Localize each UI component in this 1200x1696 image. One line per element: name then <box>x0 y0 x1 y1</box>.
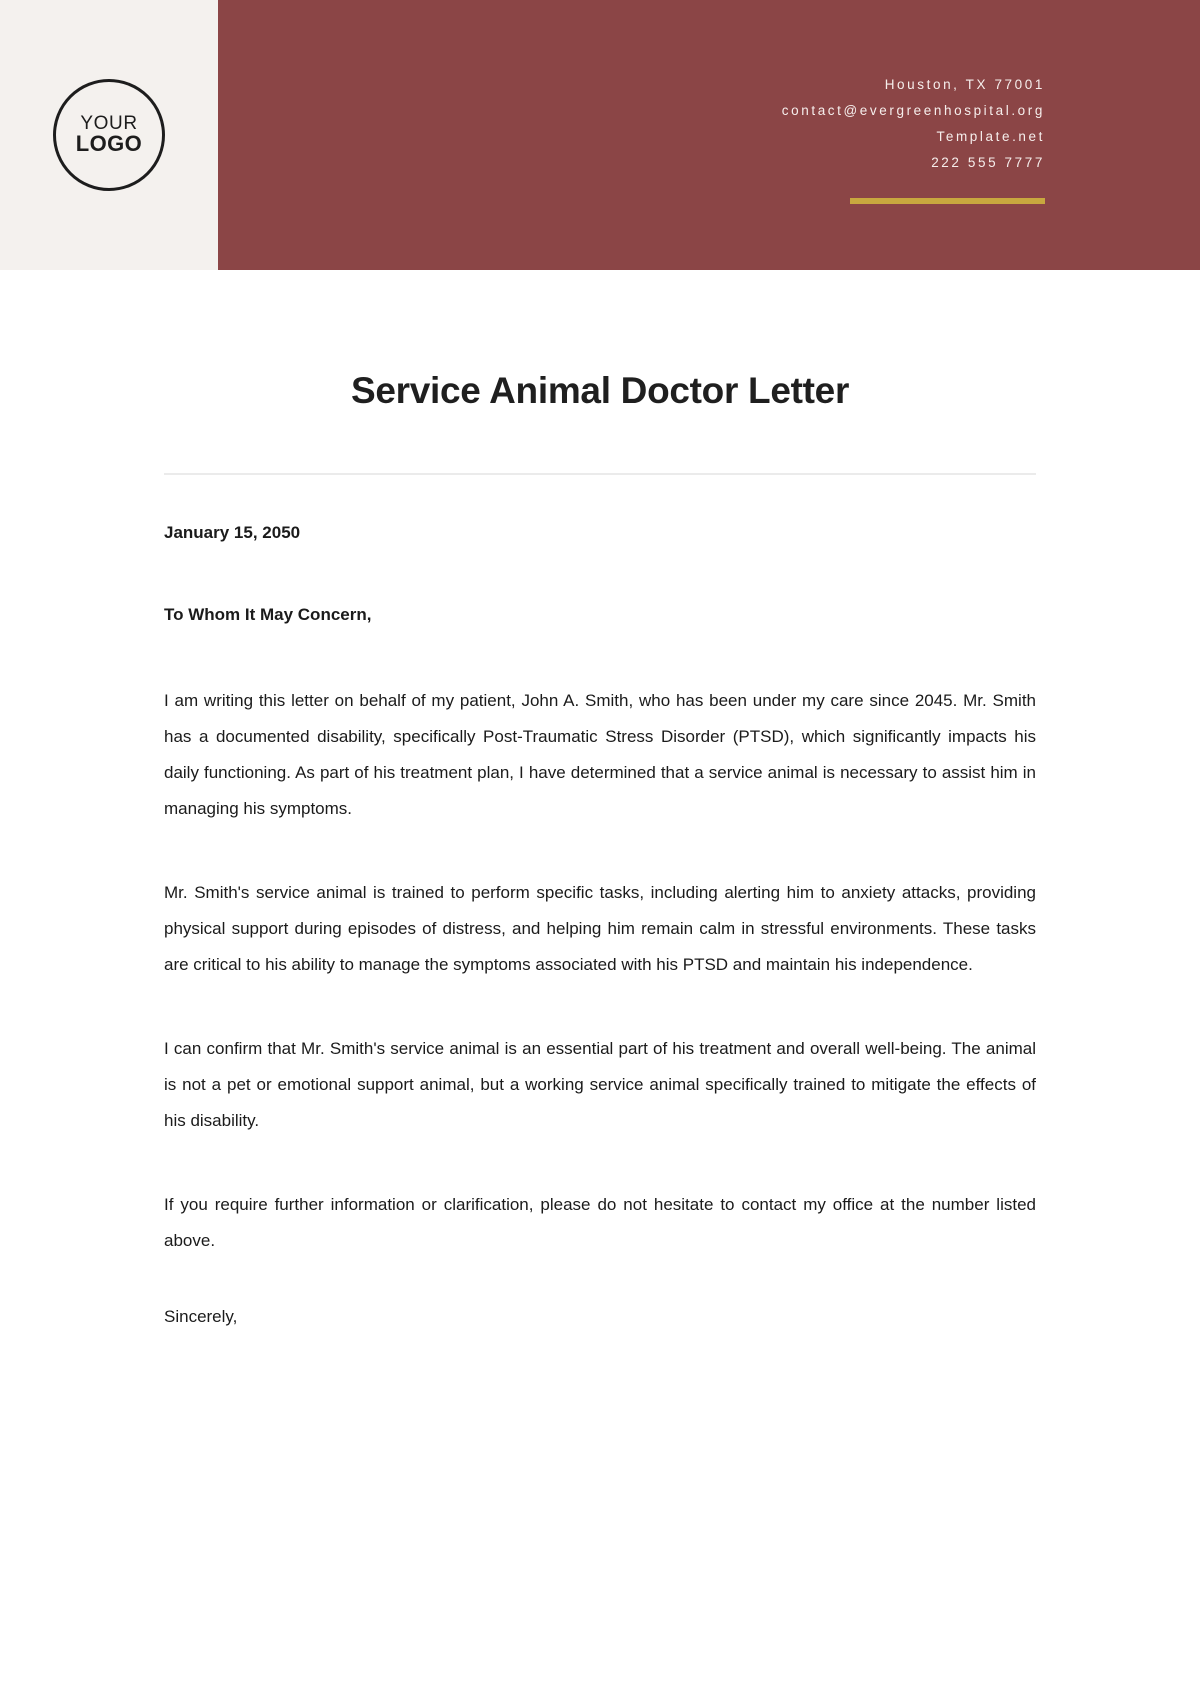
header-contact-panel <box>236 0 1200 270</box>
logo-line-2: LOGO <box>75 131 143 157</box>
letter-salutation: To Whom It May Concern, <box>164 605 372 624</box>
logo-panel <box>0 0 218 270</box>
letter-paragraph: I can confirm that Mr. Smith's service animal is an essential part of his treatment and overall well-being. The animal is not a pet or emotional support animal, but a working service animal specifically trained to mitigate the effects of his disability. <box>164 1039 1036 1130</box>
letter-paragraph: If you require further information or clarification, please do not hesitate to contact my office at the number listed above. <box>164 1195 1036 1250</box>
page-title: Service Animal Doctor Letter <box>350 370 850 411</box>
letter-paragraph: I am writing this letter on behalf of my patient, John A. Smith, who has been under my care since 2045. Mr. Smith has a documented disability, specifically Post-Traumatic Stress Disorder (PTSD), which significantly impacts his daily functioning. As part of his treatment plan, I have determined that a service animal is necessary to assist him in managing his symptoms. <box>164 691 1036 818</box>
header-divider-stripe <box>228 0 236 270</box>
logo-mark <box>53 79 165 191</box>
contact-website: Template.net <box>936 129 1045 144</box>
header-divider-gap <box>218 0 228 270</box>
gold-accent-bar <box>850 198 1045 204</box>
letter-date: January 15, 2050 <box>164 523 301 542</box>
letter-closing: Sincerely, <box>164 1307 238 1326</box>
contact-address: Houston, TX 77001 <box>884 77 1045 92</box>
letter-sheet <box>0 370 1200 1327</box>
contact-email: contact@evergreenhospital.org <box>781 103 1045 118</box>
letter-body <box>164 475 1036 1327</box>
letterhead-header <box>0 0 1200 270</box>
logo-line-1: YOUR <box>80 113 138 135</box>
letter-paragraph: Mr. Smith's service animal is trained to perform specific tasks, including alerting him to anxiety attacks, providing physical support during episodes of distress, and helping him remain calm in stressful environments. These tasks are critical to his ability to manage the symptoms associated with his PTSD and maintain his independence. <box>164 883 1036 974</box>
contact-block <box>782 72 1045 176</box>
contact-phone: 222 555 7777 <box>931 155 1045 170</box>
